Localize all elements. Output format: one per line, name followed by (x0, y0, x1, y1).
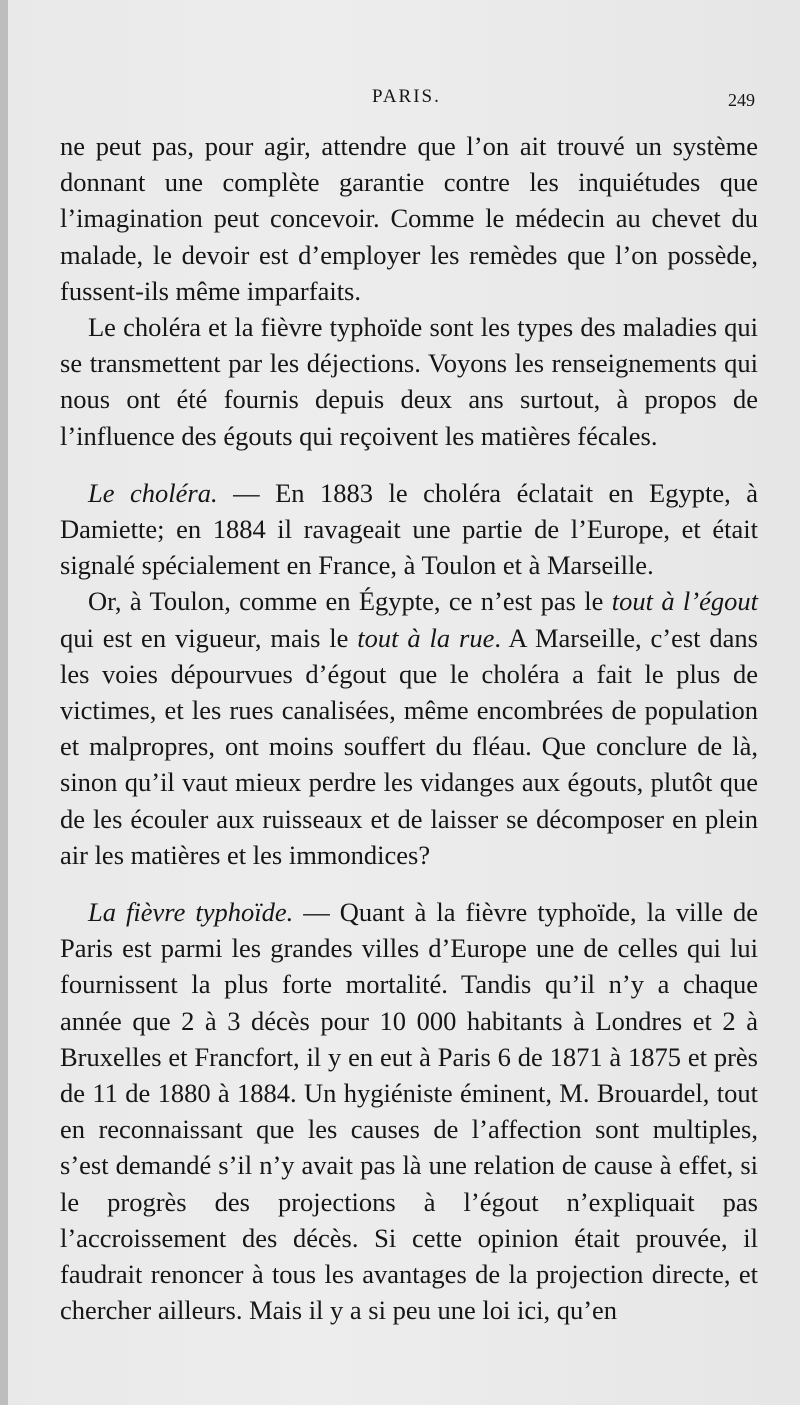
paragraph-text: — En 1883 le choléra éclatait en Egypte, à Damiette; en 1884 il ravageait une partie de l’Europe, et était signalé spécialement en France, à Toulon et à Marseille. (60, 477, 759, 581)
section-lead-typhoid: La fièvre typhoïde. (88, 897, 294, 928)
paragraph-text: qui est en vigueur, mais le (60, 622, 358, 653)
emphasis-tout-a-legout: tout à l’égout (611, 586, 758, 617)
paragraph-toulon-marseille (60, 583, 758, 873)
paragraph-typhoid (60, 894, 758, 1328)
page-body (60, 128, 758, 1329)
running-head: PARIS. (372, 86, 441, 107)
paragraph-cholera (60, 475, 758, 584)
paragraph-text: — Quant à la fièvre typhoïde, la ville de Paris est parmi les grandes villes d’Europe une de celles qui lui fournissent la plus forte mortalité. Tandis qu’il n’y a chaque année que 2 à 3 décès pour 10 000 habitants à Londres et 2 à Bruxelles et Francfort, il y en eut à Paris 6 de 1871 à 1875 et près de 11 de 1880 à 1884. Un hygiéniste éminent, M. Brouardel, tout en reconnaissant que les causes de l’affection sont multiples, s’est demandé s’il n’y avait pas là une relation de cause à effet, si le progrès des projections à l’égout n’expliquait pas l’accroissement des décès. Si cette opinion était prouvée, il faudrait renoncer à tous les avantages de la projection directe, et chercher ailleurs. Mais il y a si peu une loi ici, qu’en (60, 897, 758, 1326)
paragraph-cholera-typhoid-intro (60, 309, 758, 454)
section-lead-cholera: Le choléra. (88, 477, 218, 508)
paragraph-text: . A Marseille, c’est dans les voies dépourvues d’égout que le choléra a fait le plus de victimes, et les rues canalisées, même encombrées de population et malpropres, ont moins souffert du fléau. Que conclure de là, sinon qu’il vaut mieux perdre les vidanges aux égouts, plutôt que de les écouler aux ruisseaux et de laisser se décomposer en plein air les matières et les immondices? (60, 622, 758, 870)
paragraph-text: ne peut pas, pour agir, attendre que l’on ait trouvé un système donnant une complète garantie contre les inquiétudes que l’imagination peut concevoir. Comme le médecin au chevet du malade, le devoir est d’employer les remèdes que l’on possède, fussent-ils même imparfaits. (60, 131, 758, 306)
page-header (0, 86, 800, 116)
paragraph-continuation (60, 128, 758, 309)
page-number: 249 (728, 90, 755, 110)
paragraph-text: Or, à Toulon, comme en Égypte, ce n’est pas le (88, 586, 612, 617)
paragraph-text: Le choléra et la fièvre typhoïde sont les types des maladies qui se transmettent par les déjections. Voyons les renseignements qui nous ont été fournis depuis deux ans surtout, à propos de l’influence des égouts qui reçoivent les matières fécales. (60, 312, 758, 451)
emphasis-tout-a-la-rue: tout à la rue (357, 622, 495, 653)
page-edge (0, 0, 8, 1405)
